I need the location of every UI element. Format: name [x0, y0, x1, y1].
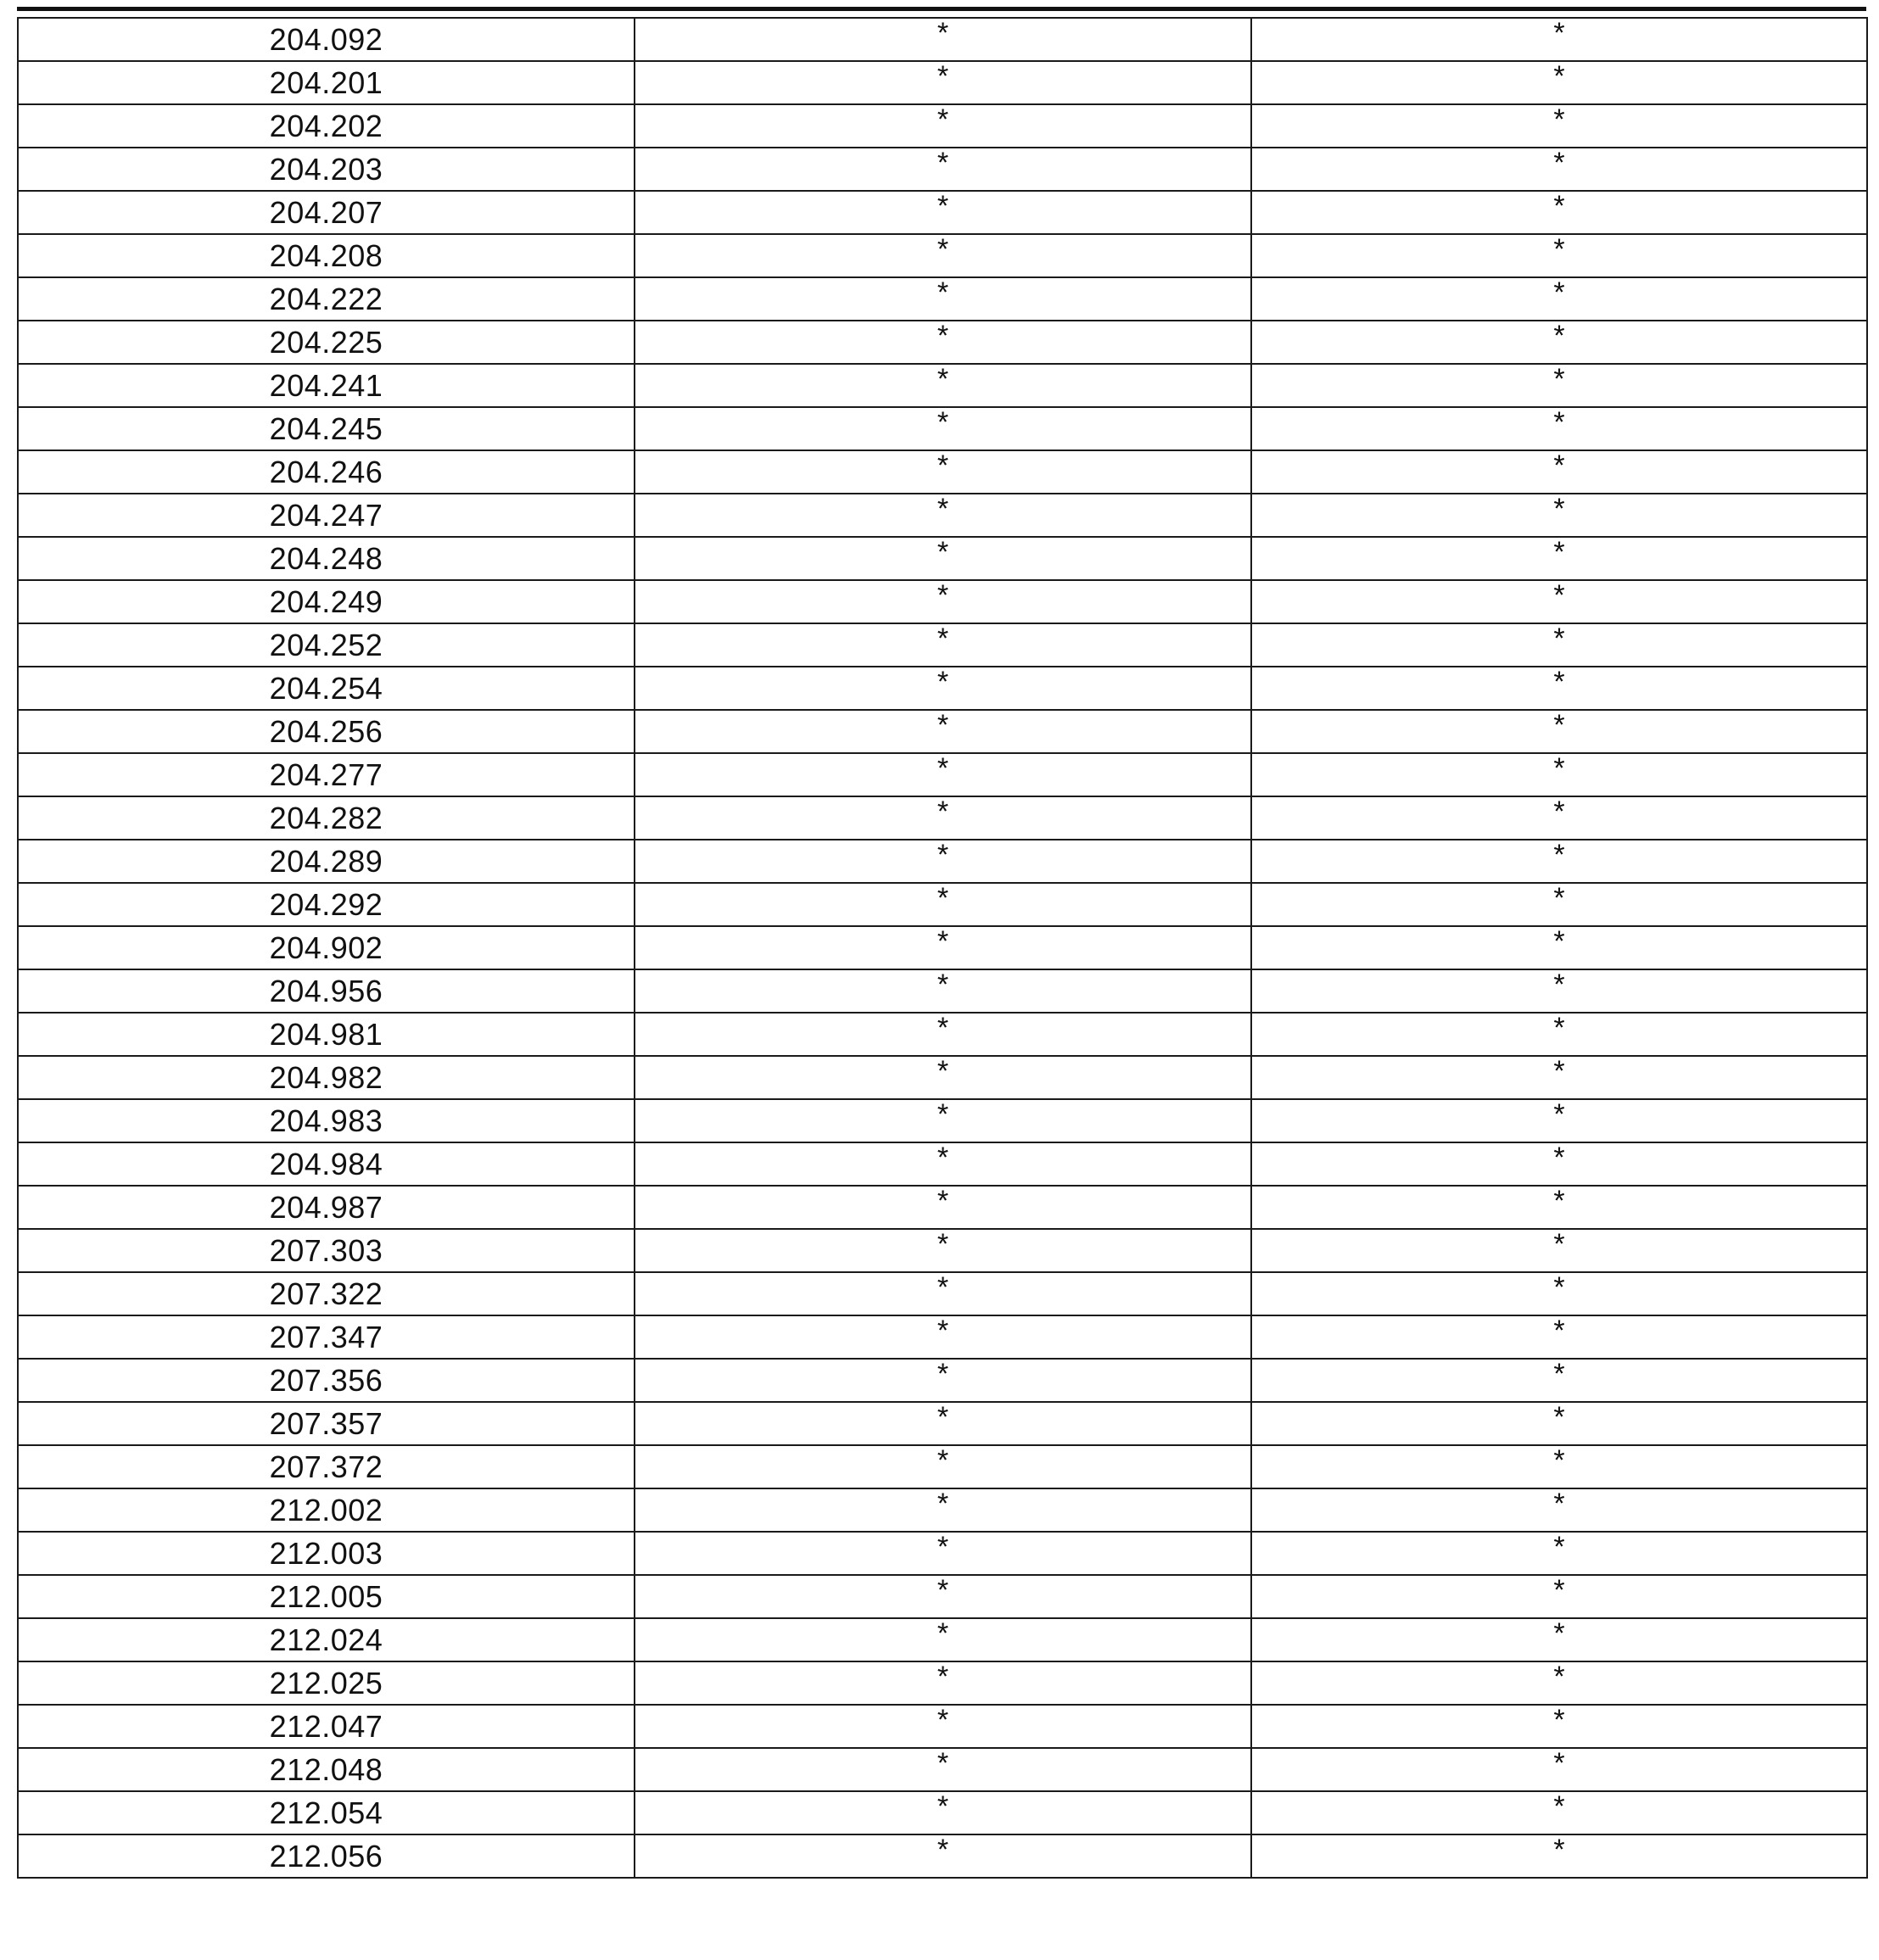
column-2-marker-cell [635, 364, 1251, 407]
column-2-marker-cell [635, 710, 1251, 753]
column-3-marker-cell [1251, 1099, 1867, 1142]
table-row [18, 883, 1867, 926]
table-row [18, 1532, 1867, 1575]
section-number-cell: 204.092 [18, 18, 635, 61]
column-2-marker-cell [635, 1748, 1251, 1791]
asterisk-marker: * [937, 968, 949, 1001]
column-3-marker-cell [1251, 1229, 1867, 1272]
asterisk-marker: * [937, 1617, 949, 1650]
table-row [18, 1056, 1867, 1099]
top-rule [17, 7, 1866, 11]
section-number-cell: 204.254 [18, 667, 635, 710]
asterisk-marker: * [1553, 1184, 1565, 1217]
column-2-marker-cell [635, 18, 1251, 61]
section-number-cell: 204.245 [18, 407, 635, 450]
column-2-marker-cell [635, 1834, 1251, 1878]
asterisk-marker: * [937, 319, 949, 352]
table-row [18, 1013, 1867, 1056]
asterisk-marker: * [1553, 59, 1565, 92]
table-row [18, 1705, 1867, 1748]
column-3-marker-cell [1251, 1661, 1867, 1705]
table-row [18, 537, 1867, 580]
table-row [18, 1661, 1867, 1705]
column-2-marker-cell [635, 1488, 1251, 1532]
table-row [18, 926, 1867, 969]
column-2-marker-cell [635, 1575, 1251, 1618]
asterisk-marker: * [937, 1184, 949, 1217]
column-3-marker-cell [1251, 1402, 1867, 1445]
asterisk-marker: * [1553, 362, 1565, 395]
column-3-marker-cell [1251, 1705, 1867, 1748]
asterisk-marker: * [1553, 968, 1565, 1001]
asterisk-marker: * [937, 881, 949, 914]
column-2-marker-cell [635, 1142, 1251, 1186]
column-3-marker-cell [1251, 18, 1867, 61]
column-3-marker-cell [1251, 1618, 1867, 1661]
column-2-marker-cell [635, 926, 1251, 969]
column-2-marker-cell [635, 450, 1251, 494]
table-row [18, 1142, 1867, 1186]
asterisk-marker: * [937, 1660, 949, 1693]
column-2-marker-cell [635, 1618, 1251, 1661]
section-number-cell: 204.222 [18, 277, 635, 321]
asterisk-marker: * [1553, 16, 1565, 49]
asterisk-marker: * [1553, 276, 1565, 309]
section-number-cell: 204.252 [18, 623, 635, 667]
section-number-cell: 212.005 [18, 1575, 635, 1618]
table-row [18, 1748, 1867, 1791]
asterisk-marker: * [937, 1790, 949, 1823]
asterisk-marker: * [937, 1011, 949, 1044]
asterisk-marker: * [937, 1703, 949, 1736]
asterisk-marker: * [937, 622, 949, 655]
column-2-marker-cell [635, 1013, 1251, 1056]
section-number-cell: 204.201 [18, 61, 635, 104]
column-3-marker-cell [1251, 1186, 1867, 1229]
asterisk-marker: * [1553, 1790, 1565, 1823]
column-2-marker-cell [635, 1229, 1251, 1272]
column-2-marker-cell [635, 1099, 1251, 1142]
asterisk-marker: * [1553, 1443, 1565, 1477]
asterisk-marker: * [1553, 1703, 1565, 1736]
column-3-marker-cell [1251, 796, 1867, 840]
asterisk-marker: * [1553, 232, 1565, 265]
asterisk-marker: * [1553, 449, 1565, 482]
asterisk-marker: * [937, 16, 949, 49]
column-2-marker-cell [635, 1359, 1251, 1402]
column-3-marker-cell [1251, 61, 1867, 104]
table-body [18, 18, 1867, 1878]
column-3-marker-cell [1251, 1272, 1867, 1315]
column-2-marker-cell [635, 1056, 1251, 1099]
table-row [18, 407, 1867, 450]
asterisk-marker: * [937, 1746, 949, 1779]
section-number-cell: 207.322 [18, 1272, 635, 1315]
asterisk-marker: * [937, 1443, 949, 1477]
table-row [18, 840, 1867, 883]
table-row [18, 61, 1867, 104]
asterisk-marker: * [937, 103, 949, 136]
section-number-cell: 204.282 [18, 796, 635, 840]
table-row [18, 1359, 1867, 1402]
asterisk-marker: * [1553, 319, 1565, 352]
asterisk-marker: * [937, 1141, 949, 1174]
section-number-cell: 212.025 [18, 1661, 635, 1705]
section-number-cell: 204.956 [18, 969, 635, 1013]
column-3-marker-cell [1251, 969, 1867, 1013]
column-3-marker-cell [1251, 667, 1867, 710]
table-row [18, 1402, 1867, 1445]
section-number-cell: 207.372 [18, 1445, 635, 1488]
column-2-marker-cell [635, 623, 1251, 667]
column-3-marker-cell [1251, 1748, 1867, 1791]
section-number-cell: 212.024 [18, 1618, 635, 1661]
table-row [18, 1618, 1867, 1661]
asterisk-marker: * [1553, 535, 1565, 568]
asterisk-marker: * [937, 535, 949, 568]
asterisk-marker: * [937, 1573, 949, 1606]
asterisk-marker: * [937, 146, 949, 179]
column-3-marker-cell [1251, 494, 1867, 537]
table-row [18, 753, 1867, 796]
table-row [18, 494, 1867, 537]
table-row [18, 1272, 1867, 1315]
asterisk-marker: * [1553, 1573, 1565, 1606]
column-2-marker-cell [635, 104, 1251, 148]
asterisk-marker: * [1553, 838, 1565, 871]
column-3-marker-cell [1251, 277, 1867, 321]
section-number-cell: 204.247 [18, 494, 635, 537]
table-row [18, 1575, 1867, 1618]
table-row [18, 1315, 1867, 1359]
column-3-marker-cell [1251, 623, 1867, 667]
column-2-marker-cell [635, 537, 1251, 580]
asterisk-marker: * [1553, 708, 1565, 741]
table-row [18, 667, 1867, 710]
asterisk-marker: * [937, 1357, 949, 1390]
section-number-cell: 204.203 [18, 148, 635, 191]
section-number-cell: 204.984 [18, 1142, 635, 1186]
asterisk-marker: * [937, 1833, 949, 1866]
column-3-marker-cell [1251, 1359, 1867, 1402]
column-3-marker-cell [1251, 580, 1867, 623]
data-table-container [17, 17, 1866, 1879]
column-3-marker-cell [1251, 1056, 1867, 1099]
column-3-marker-cell [1251, 450, 1867, 494]
asterisk-marker: * [1553, 1746, 1565, 1779]
column-2-marker-cell [635, 1661, 1251, 1705]
asterisk-marker: * [937, 1097, 949, 1131]
asterisk-marker: * [937, 492, 949, 525]
column-2-marker-cell [635, 1315, 1251, 1359]
column-3-marker-cell [1251, 234, 1867, 277]
asterisk-marker: * [937, 405, 949, 438]
section-number-cell: 207.347 [18, 1315, 635, 1359]
column-3-marker-cell [1251, 1445, 1867, 1488]
asterisk-marker: * [1553, 1054, 1565, 1087]
column-3-marker-cell [1251, 191, 1867, 234]
table-row [18, 796, 1867, 840]
asterisk-marker: * [937, 924, 949, 958]
asterisk-marker: * [937, 449, 949, 482]
asterisk-marker: * [1553, 189, 1565, 222]
asterisk-marker: * [1553, 751, 1565, 785]
data-table [17, 17, 1868, 1879]
column-3-marker-cell [1251, 926, 1867, 969]
section-number-cell: 212.002 [18, 1488, 635, 1532]
table-row [18, 1488, 1867, 1532]
section-number-cell: 204.981 [18, 1013, 635, 1056]
column-3-marker-cell [1251, 321, 1867, 364]
asterisk-marker: * [937, 1227, 949, 1260]
column-3-marker-cell [1251, 407, 1867, 450]
table-row [18, 18, 1867, 61]
asterisk-marker: * [1553, 1833, 1565, 1866]
asterisk-marker: * [1553, 1141, 1565, 1174]
asterisk-marker: * [937, 189, 949, 222]
table-row [18, 710, 1867, 753]
column-2-marker-cell [635, 883, 1251, 926]
table-row [18, 623, 1867, 667]
asterisk-marker: * [937, 665, 949, 698]
table-row [18, 104, 1867, 148]
table-row [18, 1186, 1867, 1229]
section-number-cell: 212.003 [18, 1532, 635, 1575]
section-number-cell: 204.202 [18, 104, 635, 148]
asterisk-marker: * [937, 838, 949, 871]
asterisk-marker: * [937, 362, 949, 395]
column-3-marker-cell [1251, 1575, 1867, 1618]
asterisk-marker: * [937, 1270, 949, 1304]
section-number-cell: 204.289 [18, 840, 635, 883]
asterisk-marker: * [1553, 1487, 1565, 1520]
asterisk-marker: * [1553, 1270, 1565, 1304]
column-2-marker-cell [635, 1532, 1251, 1575]
section-number-cell: 212.054 [18, 1791, 635, 1834]
asterisk-marker: * [937, 1314, 949, 1347]
asterisk-marker: * [937, 1400, 949, 1433]
section-number-cell: 212.047 [18, 1705, 635, 1748]
column-3-marker-cell [1251, 1142, 1867, 1186]
table-row [18, 1791, 1867, 1834]
asterisk-marker: * [1553, 1227, 1565, 1260]
section-number-cell: 204.983 [18, 1099, 635, 1142]
column-2-marker-cell [635, 840, 1251, 883]
column-2-marker-cell [635, 1791, 1251, 1834]
column-2-marker-cell [635, 667, 1251, 710]
asterisk-marker: * [1553, 1617, 1565, 1650]
asterisk-marker: * [1553, 492, 1565, 525]
table-row [18, 277, 1867, 321]
table-row [18, 1834, 1867, 1878]
section-number-cell: 207.357 [18, 1402, 635, 1445]
asterisk-marker: * [937, 1487, 949, 1520]
asterisk-marker: * [1553, 146, 1565, 179]
section-number-cell: 207.303 [18, 1229, 635, 1272]
column-3-marker-cell [1251, 148, 1867, 191]
asterisk-marker: * [937, 578, 949, 611]
asterisk-marker: * [937, 59, 949, 92]
section-number-cell: 204.225 [18, 321, 635, 364]
section-number-cell: 204.292 [18, 883, 635, 926]
column-3-marker-cell [1251, 1532, 1867, 1575]
asterisk-marker: * [1553, 1314, 1565, 1347]
table-row [18, 969, 1867, 1013]
column-2-marker-cell [635, 1402, 1251, 1445]
column-3-marker-cell [1251, 1791, 1867, 1834]
section-number-cell: 204.241 [18, 364, 635, 407]
table-row [18, 364, 1867, 407]
section-number-cell: 204.277 [18, 753, 635, 796]
column-3-marker-cell [1251, 710, 1867, 753]
asterisk-marker: * [1553, 578, 1565, 611]
table-row [18, 1229, 1867, 1272]
column-3-marker-cell [1251, 364, 1867, 407]
table-row [18, 191, 1867, 234]
asterisk-marker: * [937, 1054, 949, 1087]
asterisk-marker: * [937, 276, 949, 309]
column-2-marker-cell [635, 148, 1251, 191]
asterisk-marker: * [1553, 665, 1565, 698]
asterisk-marker: * [937, 1530, 949, 1563]
asterisk-marker: * [1553, 1011, 1565, 1044]
section-number-cell: 204.902 [18, 926, 635, 969]
column-2-marker-cell [635, 796, 1251, 840]
asterisk-marker: * [937, 232, 949, 265]
asterisk-marker: * [937, 795, 949, 828]
asterisk-marker: * [1553, 405, 1565, 438]
asterisk-marker: * [1553, 1357, 1565, 1390]
column-2-marker-cell [635, 321, 1251, 364]
section-number-cell: 212.048 [18, 1748, 635, 1791]
column-3-marker-cell [1251, 1315, 1867, 1359]
asterisk-marker: * [1553, 924, 1565, 958]
table-row [18, 148, 1867, 191]
column-2-marker-cell [635, 580, 1251, 623]
section-number-cell: 204.246 [18, 450, 635, 494]
section-number-cell: 204.987 [18, 1186, 635, 1229]
column-3-marker-cell [1251, 883, 1867, 926]
column-3-marker-cell [1251, 1013, 1867, 1056]
asterisk-marker: * [1553, 1400, 1565, 1433]
asterisk-marker: * [1553, 881, 1565, 914]
section-number-cell: 204.207 [18, 191, 635, 234]
section-number-cell: 204.249 [18, 580, 635, 623]
asterisk-marker: * [1553, 622, 1565, 655]
asterisk-marker: * [1553, 103, 1565, 136]
column-2-marker-cell [635, 191, 1251, 234]
asterisk-marker: * [1553, 1097, 1565, 1131]
asterisk-marker: * [1553, 795, 1565, 828]
asterisk-marker: * [937, 708, 949, 741]
column-3-marker-cell [1251, 1834, 1867, 1878]
column-3-marker-cell [1251, 1488, 1867, 1532]
table-row [18, 1445, 1867, 1488]
table-row [18, 1099, 1867, 1142]
column-3-marker-cell [1251, 537, 1867, 580]
column-2-marker-cell [635, 277, 1251, 321]
column-2-marker-cell [635, 1186, 1251, 1229]
column-2-marker-cell [635, 753, 1251, 796]
column-2-marker-cell [635, 234, 1251, 277]
asterisk-marker: * [937, 751, 949, 785]
asterisk-marker: * [1553, 1530, 1565, 1563]
column-2-marker-cell [635, 61, 1251, 104]
section-number-cell: 212.056 [18, 1834, 635, 1878]
table-row [18, 321, 1867, 364]
section-number-cell: 204.248 [18, 537, 635, 580]
column-2-marker-cell [635, 969, 1251, 1013]
column-2-marker-cell [635, 494, 1251, 537]
column-2-marker-cell [635, 1272, 1251, 1315]
column-2-marker-cell [635, 407, 1251, 450]
column-3-marker-cell [1251, 840, 1867, 883]
table-row [18, 234, 1867, 277]
column-2-marker-cell [635, 1705, 1251, 1748]
table-row [18, 450, 1867, 494]
column-3-marker-cell [1251, 753, 1867, 796]
asterisk-marker: * [1553, 1660, 1565, 1693]
section-number-cell: 204.982 [18, 1056, 635, 1099]
table-row [18, 580, 1867, 623]
section-number-cell: 204.208 [18, 234, 635, 277]
column-2-marker-cell [635, 1445, 1251, 1488]
section-number-cell: 204.256 [18, 710, 635, 753]
section-number-cell: 207.356 [18, 1359, 635, 1402]
column-3-marker-cell [1251, 104, 1867, 148]
